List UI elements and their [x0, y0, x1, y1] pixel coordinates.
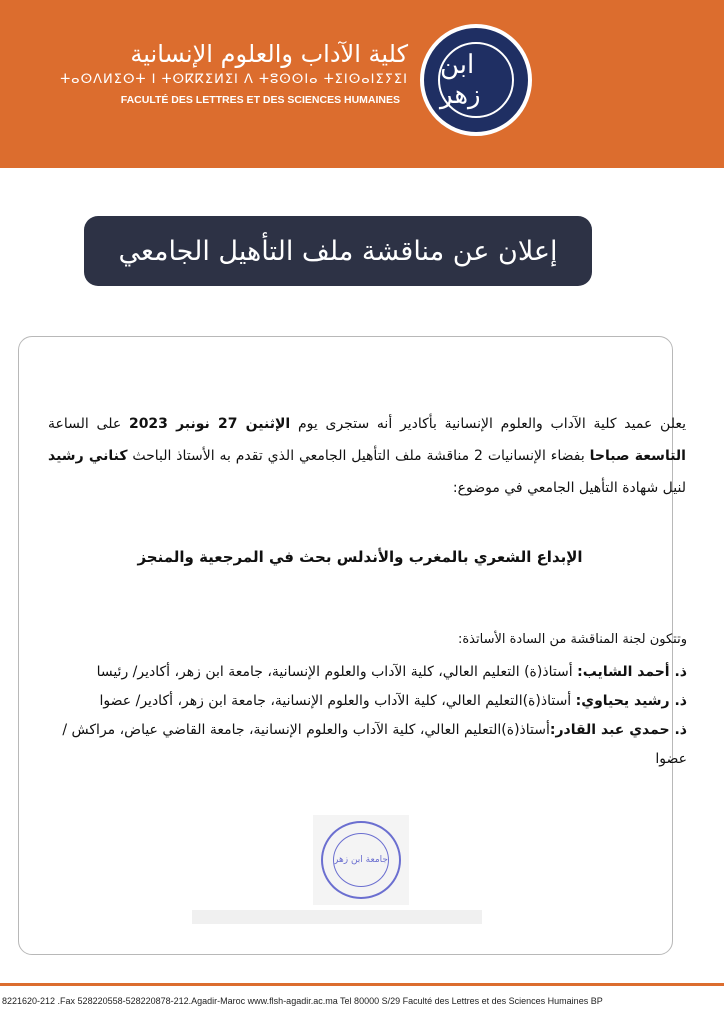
candidate-name: كناني رشيد	[48, 448, 128, 464]
faculty-name-french: FACULTÉ DES LETTRES ET DES SCIENCES HUMAINES	[120, 94, 400, 106]
defense-date: الإثنين 27 نونبر 2023	[128, 416, 291, 432]
member-name: ذ. حمدي عبد القادر:	[549, 722, 687, 738]
stamp-text: جامعة ابن زهر	[333, 833, 389, 887]
header-banner	[0, 0, 724, 168]
announcement-paragraph	[48, 408, 686, 504]
official-stamp	[313, 815, 409, 905]
committee-list	[40, 658, 687, 774]
defense-time: التاسعة صباحا	[589, 448, 686, 464]
footer-divider	[0, 983, 724, 986]
committee-intro: وتتكون لجنة المناقشة من السادة الأساتذة:	[457, 632, 687, 647]
member-name: ذ. أحمد الشايب:	[577, 664, 687, 680]
committee-member	[40, 658, 687, 687]
announcement-text: يعلن عميد كلية الآداب والعلوم الإنسانية بأكادير أنه ستجرى يوم	[290, 416, 687, 432]
announcement-title: إعلان عن مناقشة ملف التأهيل الجامعي	[84, 216, 592, 286]
member-details: أستاذ(ة) التعليم العالي، كلية الآداب والعلوم الإنسانية، جامعة ابن زهر، أكادير/ رئيسا	[96, 664, 578, 680]
committee-member	[40, 687, 687, 716]
logo-emblem: ابن زهر	[438, 42, 514, 118]
committee-member	[40, 716, 687, 774]
announcement-text: بفضاء الإنسانيات 2 مناقشة ملف التأهيل الجامعي الذي تقدم به الأستاذ الباحث	[127, 448, 590, 464]
faculty-name-tifinagh: ⵜⴰⵙⴷⵍⵉⵙⵜ ⵏ ⵜⵙⴽⴽⵉⵍⵉⵏ ⴷ ⵜⵓⵙⵙⵏⴰ ⵜⵉⵏⵙⴰⵏⵉⵢⵉⵏ	[60, 72, 408, 87]
announcement-text: لنيل شهادة التأهيل الجامعي في موضوع:	[452, 480, 686, 496]
university-logo	[420, 24, 532, 136]
faculty-name-arabic: كلية الآداب والعلوم الإنسانية	[130, 40, 408, 68]
thesis-subject: الإبداع الشعري بالمغرب والأندلس بحث في المرجعية والمنجز	[137, 548, 583, 566]
signature-line	[192, 910, 482, 924]
member-details: أستاذ(ة)التعليم العالي، كلية الآداب والعلوم الإنسانية، جامعة ابن زهر، أكادير/ عضوا	[99, 693, 576, 709]
member-details: أستاذ(ة)التعليم العالي، كلية الآداب والعلوم الإنسانية، جامعة القاضي عياض، مراكش / عضوا	[62, 722, 687, 767]
announcement-text: على الساعة	[48, 416, 129, 432]
member-name: ذ. رشيد يحياوي:	[575, 693, 687, 709]
footer-contact: 8221620-212 .Fax 528220558-528220878-212.Agadir-Maroc www.flsh-agadir.ac.ma Tel 80000 S/29 Faculté des Lettres et des Sciences Humaines BP	[2, 996, 603, 1006]
